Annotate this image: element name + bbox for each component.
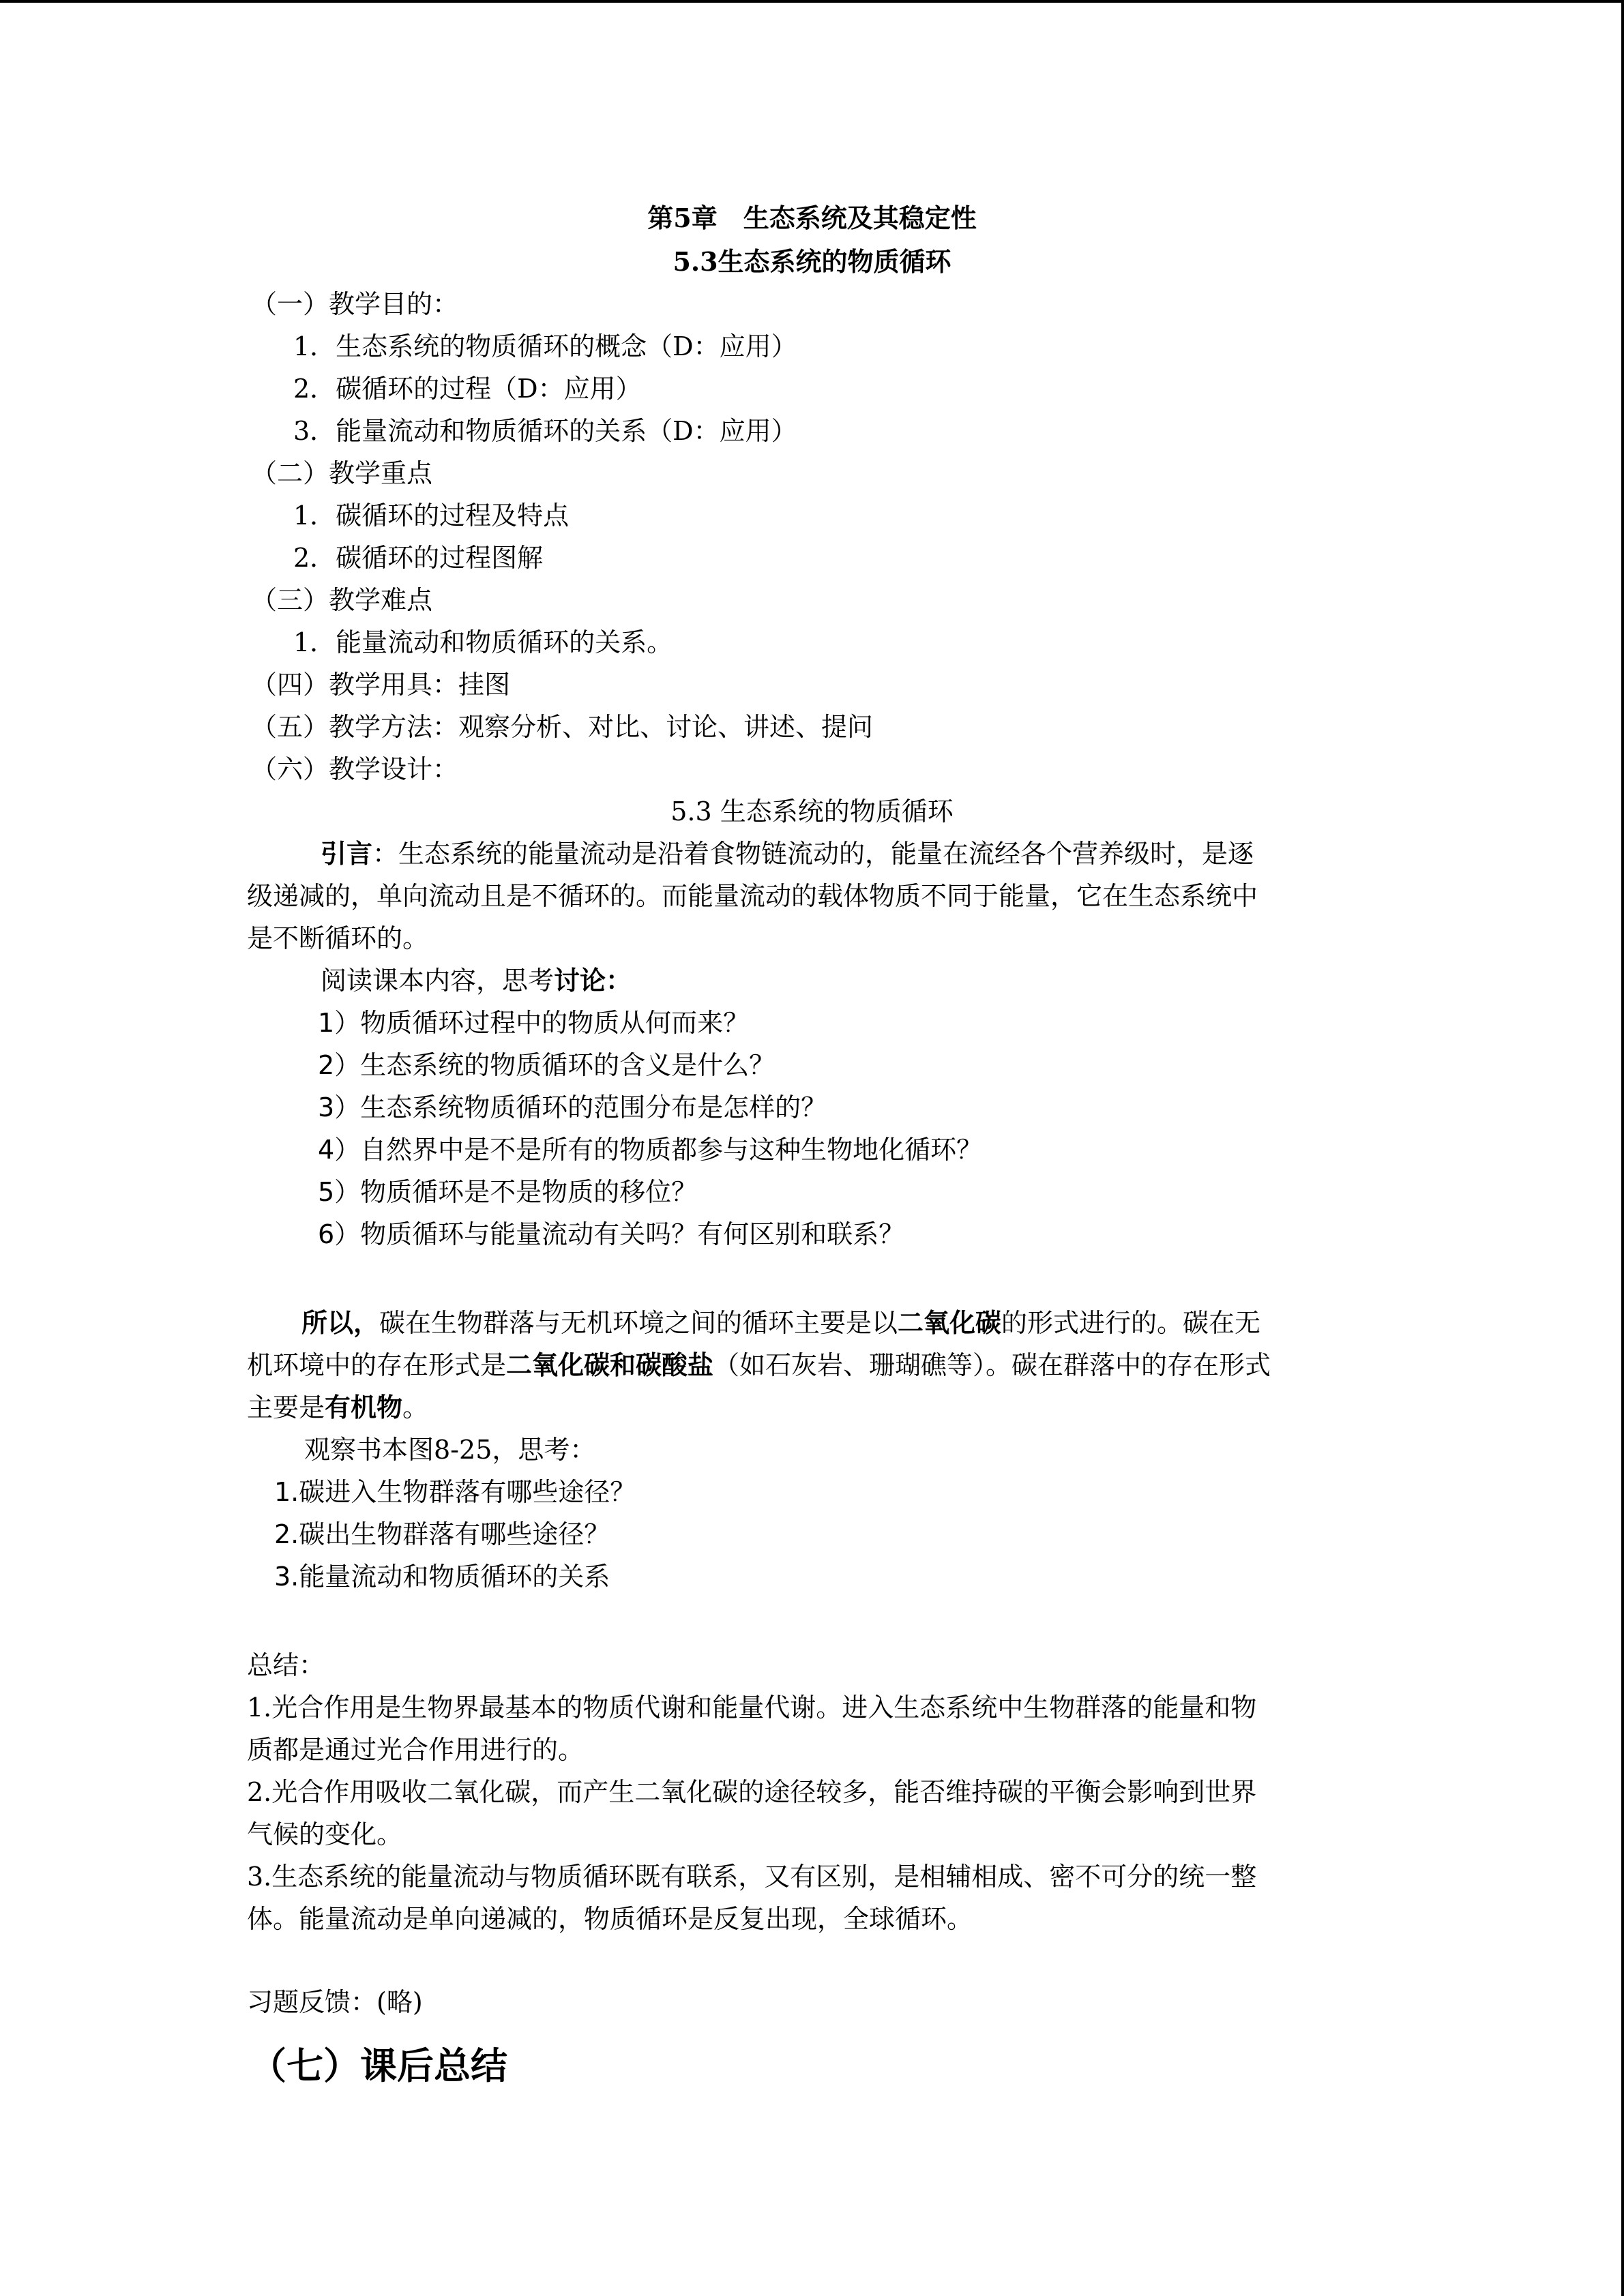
tools-line: （四）教学用具：挂图 [251, 670, 511, 700]
intro-label: 引言 [321, 838, 373, 869]
design-heading: （六）教学设计： [251, 754, 459, 784]
discussion-prompt [321, 964, 632, 997]
summary-line: 3.生态系统的能量流动与物质循环既有联系，又有区别，是相辅相成、密不可分的统一整 [247, 1862, 1257, 1892]
key-point-item: 2．碳循环的过程图解 [293, 543, 544, 573]
summary-line: 体。能量流动是单向递减的，物质循环是反复出现，全球循环。 [247, 1904, 973, 1934]
discussion-question: 3）生态系统物质循环的范围分布是怎样的？ [318, 1092, 827, 1122]
conclusion-text-2b: （如石灰岩、珊瑚礁等）。碳在群落中的存在形式 [713, 1350, 1271, 1380]
observe-prompt: 观察书本图8-25，思考： [304, 1435, 596, 1465]
discussion-question: 6）物质循环与能量流动有关吗？有何区别和联系？ [318, 1219, 905, 1249]
objective-item: 1．生态系统的物质循环的概念（D：应用） [293, 331, 797, 361]
intro-line-2: 级递减的，单向流动且是不循环的。而能量流动的载体物质不同于能量，它在生态系统中 [247, 881, 1258, 911]
conclusion-bold-4: 有机物 [325, 1392, 403, 1422]
methods-line: （五）教学方法：观察分析、对比、讨论、讲述、提问 [251, 712, 874, 742]
conclusion-text-1a: 碳在生物群落与无机环境之间的循环主要是以 [379, 1308, 898, 1338]
intro-line-1 [321, 837, 1254, 870]
conclusion-line-2 [247, 1349, 1271, 1382]
section-title-text: 5.3生态系统的物质循环 [673, 246, 951, 277]
summary-line: 质都是通过光合作用进行的。 [247, 1735, 585, 1765]
summary-heading: 总结： [247, 1650, 325, 1680]
intro-line-1-text: ：生态系统的能量流动是沿着食物链流动的，能量在流经各个营养级时，是逐 [372, 839, 1254, 869]
conclusion-line-1 [301, 1307, 1260, 1339]
summary-line: 气候的变化。 [247, 1819, 403, 1849]
key-points-heading: （二）教学重点 [251, 458, 433, 488]
objectives-heading: （一）教学目的： [251, 289, 459, 319]
exercise-line: 习题反馈：(略) [247, 1987, 423, 2017]
difficulty-item: 1．能量流动和物质循环的关系。 [293, 627, 673, 657]
discussion-question: 4）自然界中是不是所有的物质都参与这种生物地化循环？ [318, 1135, 983, 1165]
summary-line: 1.光合作用是生物界最基本的物质代谢和能量代谢。进入生态系统中生物群落的能量和物 [247, 1693, 1257, 1723]
conclusion-line-3 [247, 1391, 428, 1424]
discussion-prompt-bold: 讨论： [554, 965, 632, 996]
observe-item: 2.碳出生物群落有哪些途径？ [274, 1519, 610, 1549]
section-title [0, 245, 1624, 278]
conclusion-bold-2: 二氧化碳 [898, 1308, 1002, 1338]
conclusion-bold-1: 所以， [301, 1308, 380, 1338]
objective-item: 3．能量流动和物质循环的关系（D：应用） [293, 416, 797, 446]
discussion-prompt-text: 阅读课本内容，思考 [321, 966, 555, 996]
difficulties-heading: （三）教学难点 [251, 585, 433, 615]
observe-item: 1.碳进入生物群落有哪些途径？ [274, 1477, 636, 1507]
intro-line-3: 是不断循环的。 [247, 923, 429, 953]
after-class-heading: （七）课后总结 [250, 2044, 507, 2087]
conclusion-text-2a: 机环境中的存在形式是 [247, 1350, 507, 1380]
discussion-question: 5）物质循环是不是物质的移位？ [318, 1177, 698, 1207]
summary-line: 2.光合作用吸收二氧化碳，而产生二氧化碳的途径较多，能否维持碳的平衡会影响到世界 [247, 1777, 1257, 1807]
discussion-question: 1）物质循环过程中的物质从何而来？ [318, 1008, 750, 1038]
objective-item: 2．碳循环的过程（D：应用） [293, 374, 642, 404]
discussion-question: 2）生态系统的物质循环的含义是什么？ [318, 1050, 776, 1080]
conclusion-text-3a: 主要是 [247, 1392, 325, 1422]
design-subtitle: 5.3 生态系统的物质循环 [670, 796, 954, 826]
conclusion-text-3b: 。 [402, 1392, 429, 1422]
conclusion-text-1b: 的形式进行的。碳在无 [1001, 1308, 1261, 1338]
conclusion-bold-3: 二氧化碳和碳酸盐 [506, 1350, 714, 1380]
key-point-item: 1．碳循环的过程及特点 [293, 501, 570, 531]
chapter-title: 第5章 生态系统及其稳定性 [647, 203, 977, 233]
observe-item: 3.能量流动和物质循环的关系 [274, 1562, 610, 1592]
